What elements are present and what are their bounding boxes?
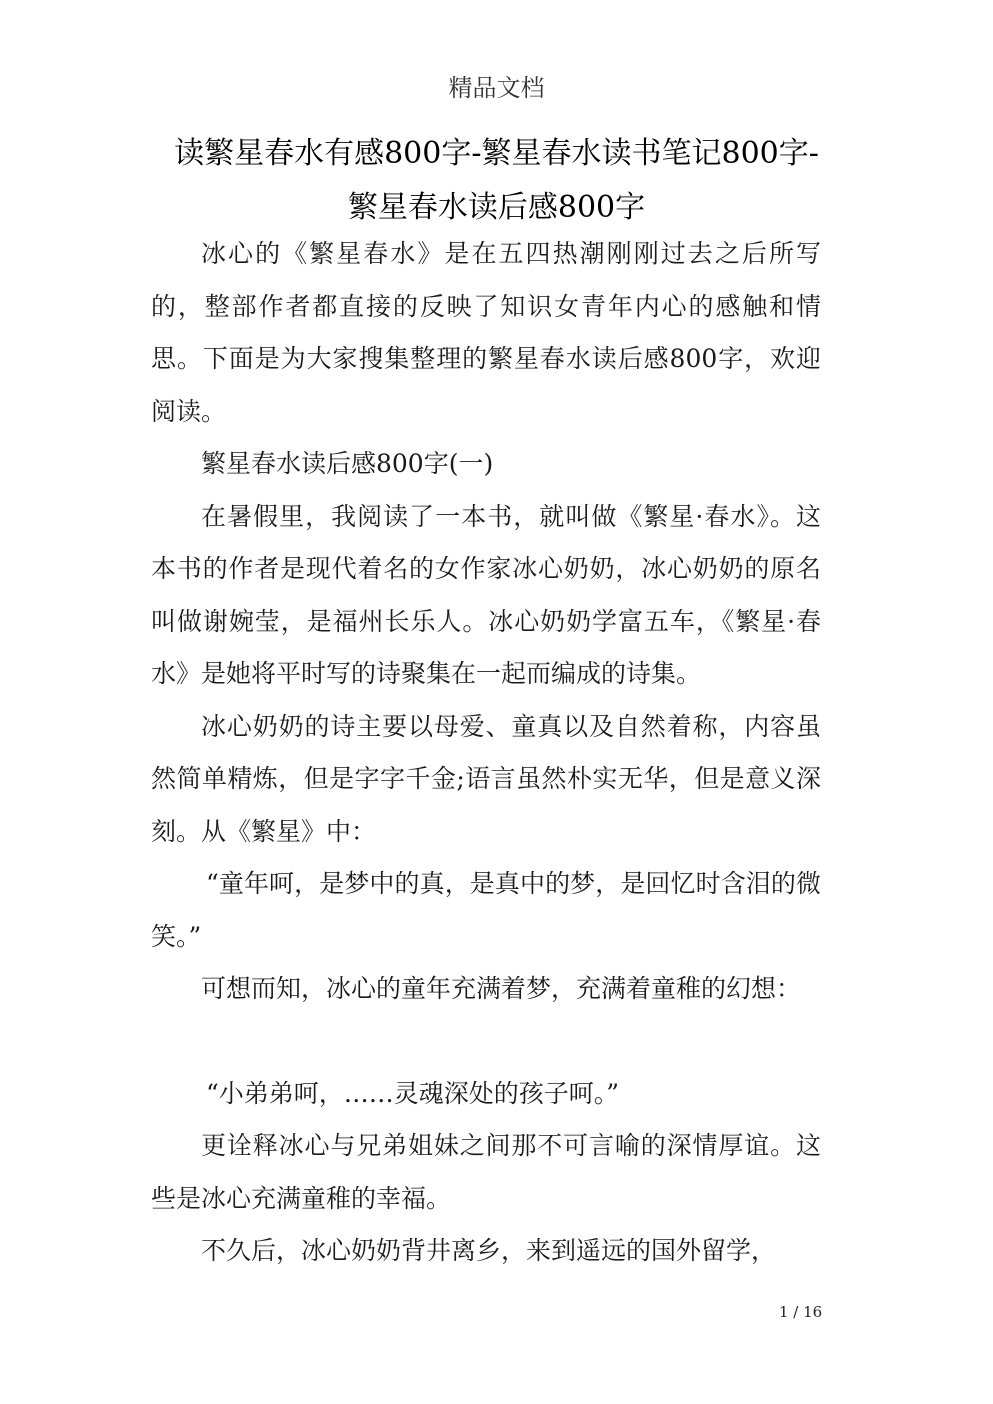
paragraph: 在暑假里，我阅读了一本书，就叫做《繁星·春水》。这本书的作者是现代着名的女作家冰心奶奶，冰心奶奶的原名叫做谢婉莹，是福州长乐人。冰心奶奶学富五车，《繁星·春水》是她将平时写的诗聚集在一起而编成的诗集。 xyxy=(151,501,821,688)
quote-paragraph: “小弟弟呵，……灵魂深处的孩子呵。” xyxy=(206,1078,620,1108)
document-title xyxy=(150,127,843,235)
paragraph: 冰心奶奶的诗主要以母爱、童真以及自然着称，内容虽然简单精炼，但是字字千金;语言虽然朴实无华，但是意义深刻。从《繁星》中： xyxy=(151,711,821,846)
paragraph: 更诠释冰心与兄弟姐妹之间那不可言喻的深情厚谊。这些是冰心充满童稚的幸福。 xyxy=(151,1131,821,1213)
page-number: 1 / 16 xyxy=(779,1303,823,1321)
document-body xyxy=(151,228,821,1278)
section-heading: 繁星春水读后感800字(一) xyxy=(201,449,494,478)
paragraph-intro: 冰心的《繁星春水》是在五四热潮刚刚过去之后所写的，整部作者都直接的反映了知识女青年内心的感触和情思。下面是为大家搜集整理的繁星春水读后感800字，欢迎阅读。 xyxy=(151,239,821,426)
title-line-2: 繁星春水读后感800字 xyxy=(347,190,646,225)
paragraph: 不久后，冰心奶奶背井离乡，来到遥远的国外留学， xyxy=(201,1236,777,1265)
quote-paragraph: “童年呵，是梦中的真，是真中的梦，是回忆时含泪的微笑。” xyxy=(151,869,821,951)
page-header: 精品文档 xyxy=(448,74,545,102)
paragraph: 可想而知，冰心的童年充满着梦，充满着童稚的幻想： xyxy=(201,974,802,1003)
title-line-1: 读繁星春水有感800字-繁星春水读书笔记800字- xyxy=(174,136,819,171)
